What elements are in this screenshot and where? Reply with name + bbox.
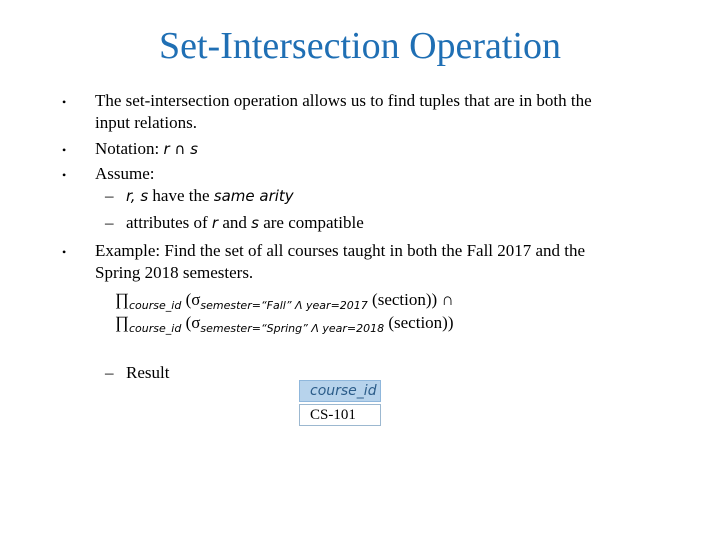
- bullet-intro-line2: input relations.: [95, 113, 197, 132]
- relational-expression-2: $\prod_{course\_id}$ ($\sigma_{semester=“Spring” \Lambda year=2018}$ (section)): [115, 313, 454, 335]
- result-table-row: CS-101: [299, 404, 381, 426]
- bullet-marker: •: [62, 95, 67, 109]
- bullet-marker: •: [62, 143, 67, 157]
- bullet-notation: [95, 138, 198, 160]
- relational-expression-1: $\prod_{course\_id}$ ($\sigma_{semester=“Fall” \Lambda year=2017}$ (section)) ∩: [115, 290, 454, 312]
- assume-dash: –: [105, 213, 114, 232]
- bullet-marker: •: [62, 245, 67, 259]
- assume-item-arity: r, s have the same arity: [126, 186, 294, 205]
- slide-title: Set-Intersection Operation: [158, 25, 562, 67]
- assume-dash: –: [105, 186, 114, 205]
- bullet-marker: •: [62, 168, 67, 182]
- notation-label: Notation:: [95, 139, 164, 158]
- bullet-intro-line1: The set-intersection operation allows us to find tuples that are in both the: [95, 91, 592, 110]
- result-label: Result: [126, 363, 170, 382]
- assume-item-compatible: attributes of r and s are compatible: [126, 213, 364, 232]
- bullet-assume: Assume:: [95, 164, 155, 183]
- bullet-example-line2: Spring 2018 semesters.: [95, 263, 254, 282]
- bullet-example-line1: Example: Find the set of all courses taught in both the Fall 2017 and the: [95, 241, 586, 260]
- result-table-header: course_id: [299, 380, 381, 402]
- result-dash: –: [105, 363, 114, 382]
- notation-expr: r ∩ s: [163, 140, 198, 158]
- result-table: [299, 380, 381, 426]
